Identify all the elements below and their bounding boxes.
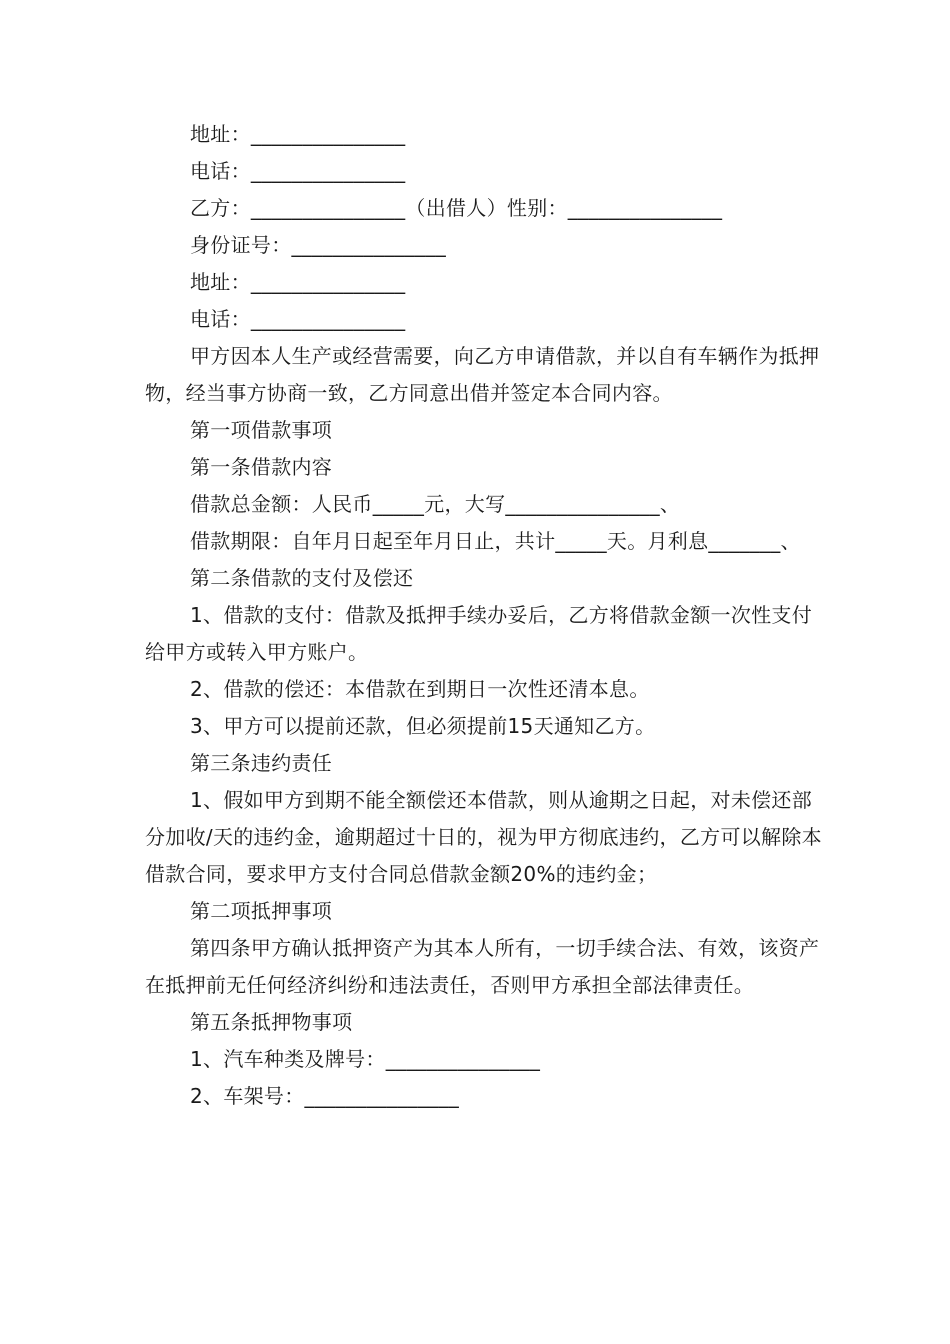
article-4-paragraph: 第四条甲方确认抵押资产为其本人所有，一切手续合法、有效，该资产在抵押前无任何经济纠纷和违法责任，否则甲方承担全部法律责任。 xyxy=(145,936,820,997)
article-2-item-1: 1、借款的支付：借款及抵押手续办妥后，乙方将借款金额一次性支付给甲方或转入甲方账户。 xyxy=(145,603,813,664)
party-b-id-number: 身份证号：_______________ xyxy=(190,233,446,257)
party-b-address: 地址：_______________ xyxy=(190,270,406,294)
article-5-heading: 第五条抵押物事项 xyxy=(190,1010,353,1034)
party-a-phone: 电话：_______________ xyxy=(190,159,406,183)
loan-term-line: 借款期限：自年月日起至年月日止，共计_____天。月利息_______、 xyxy=(190,529,801,553)
party-b-phone: 电话：_______________ xyxy=(190,307,406,331)
party-a-address: 地址：_______________ xyxy=(190,122,406,146)
article-1-heading: 第一条借款内容 xyxy=(190,455,333,479)
loan-amount-line: 借款总金额：人民币_____元，大写_______________、 xyxy=(190,492,681,516)
section-heading-2: 第二项抵押事项 xyxy=(190,899,333,923)
article-2-item-2: 2、借款的偿还：本借款在到期日一次性还清本息。 xyxy=(190,677,650,701)
preamble-paragraph: 甲方因本人生产或经营需要，向乙方申请借款，并以自有车辆作为抵押物，经当事方协商一致，乙方同意出借并签定本合同内容。 xyxy=(145,344,820,405)
section-heading-1: 第一项借款事项 xyxy=(190,418,333,442)
contract-body xyxy=(145,116,825,1115)
article-3-item-1: 1、假如甲方到期不能全额偿还本借款，则从逾期之日起，对未偿还部分加收/天的违约金，逾期超过十日的，视为甲方彻底违约，乙方可以解除本借款合同，要求甲方支付合同总借款金额20%的违约金； xyxy=(145,788,822,886)
article-2-heading: 第二条借款的支付及偿还 xyxy=(190,566,414,590)
article-5-item-1: 1、汽车种类及牌号：_______________ xyxy=(190,1047,541,1071)
article-5-item-2: 2、车架号：_______________ xyxy=(190,1084,460,1108)
article-2-item-3: 3、甲方可以提前还款，但必须提前15天通知乙方。 xyxy=(190,714,656,738)
party-b-name-gender: 乙方：_______________（出借人）性别：_______________ xyxy=(190,196,723,220)
article-3-heading: 第三条违约责任 xyxy=(190,751,333,775)
